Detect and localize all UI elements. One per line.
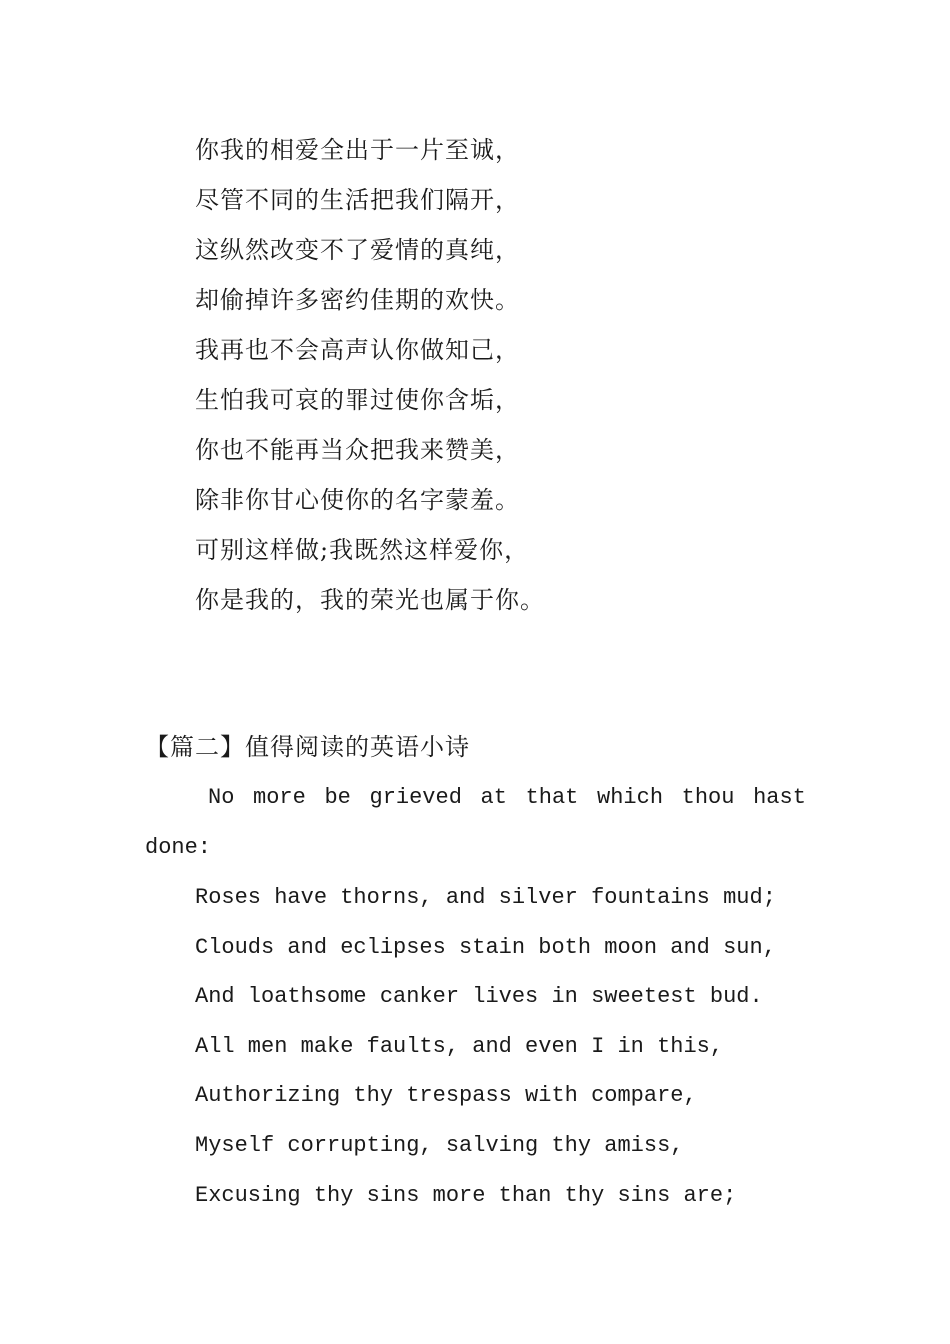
poem-cn-line: 你我的相爱全出于一片至诚，	[195, 136, 520, 164]
poem-en-first-line	[208, 784, 806, 812]
poem-en-word: at	[480, 785, 507, 810]
poem-en-word: thou	[681, 785, 735, 810]
poem-cn-line: 可别这样做;我既然这样爱你，	[195, 536, 530, 564]
poem-en-line: Roses have thorns, and silver fountains mud;	[195, 885, 776, 910]
poem-cn-line: 你是我的，我的荣光也属于你。	[195, 586, 545, 614]
poem-en-line: All men make faults, and even I in this,	[195, 1034, 724, 1059]
poem-en-word: be	[324, 785, 351, 810]
poem-cn-line: 除非你甘心使你的名字蒙羞。	[195, 486, 520, 514]
poem-en-word: which	[597, 785, 664, 810]
poem-cn-line: 却偷掉许多密约佳期的欢快。	[195, 286, 520, 314]
poem-en-line: And loathsome canker lives in sweetest bud.	[195, 984, 763, 1009]
poem-cn-line: 这纵然改变不了爱情的真纯，	[195, 236, 520, 264]
poem-en-line: Excusing thy sins more than thy sins are;	[195, 1183, 737, 1208]
poem-cn-line: 我再也不会高声认你做知己，	[195, 336, 520, 364]
poem-en-line: Authorizing thy trespass with compare,	[195, 1083, 697, 1108]
poem-cn-line: 尽管不同的生活把我们隔开，	[195, 186, 520, 214]
poem-cn-line: 你也不能再当众把我来赞美，	[195, 436, 520, 464]
poem-en-word: that	[525, 785, 579, 810]
poem-cn-line: 生怕我可哀的罪过使你含垢，	[195, 386, 520, 414]
poem-en-line: Clouds and eclipses stain both moon and sun,	[195, 935, 776, 960]
poem-en-word: grieved	[369, 785, 462, 810]
poem-en-line: Myself corrupting, salving thy amiss,	[195, 1133, 684, 1158]
poem-en-word: No	[208, 785, 235, 810]
poem-en-word: hast	[753, 785, 806, 810]
poem-en-word: more	[253, 785, 306, 810]
section-heading: 【篇二】值得阅读的英语小诗	[145, 733, 470, 761]
poem-en-line-continuation: done:	[145, 835, 212, 860]
